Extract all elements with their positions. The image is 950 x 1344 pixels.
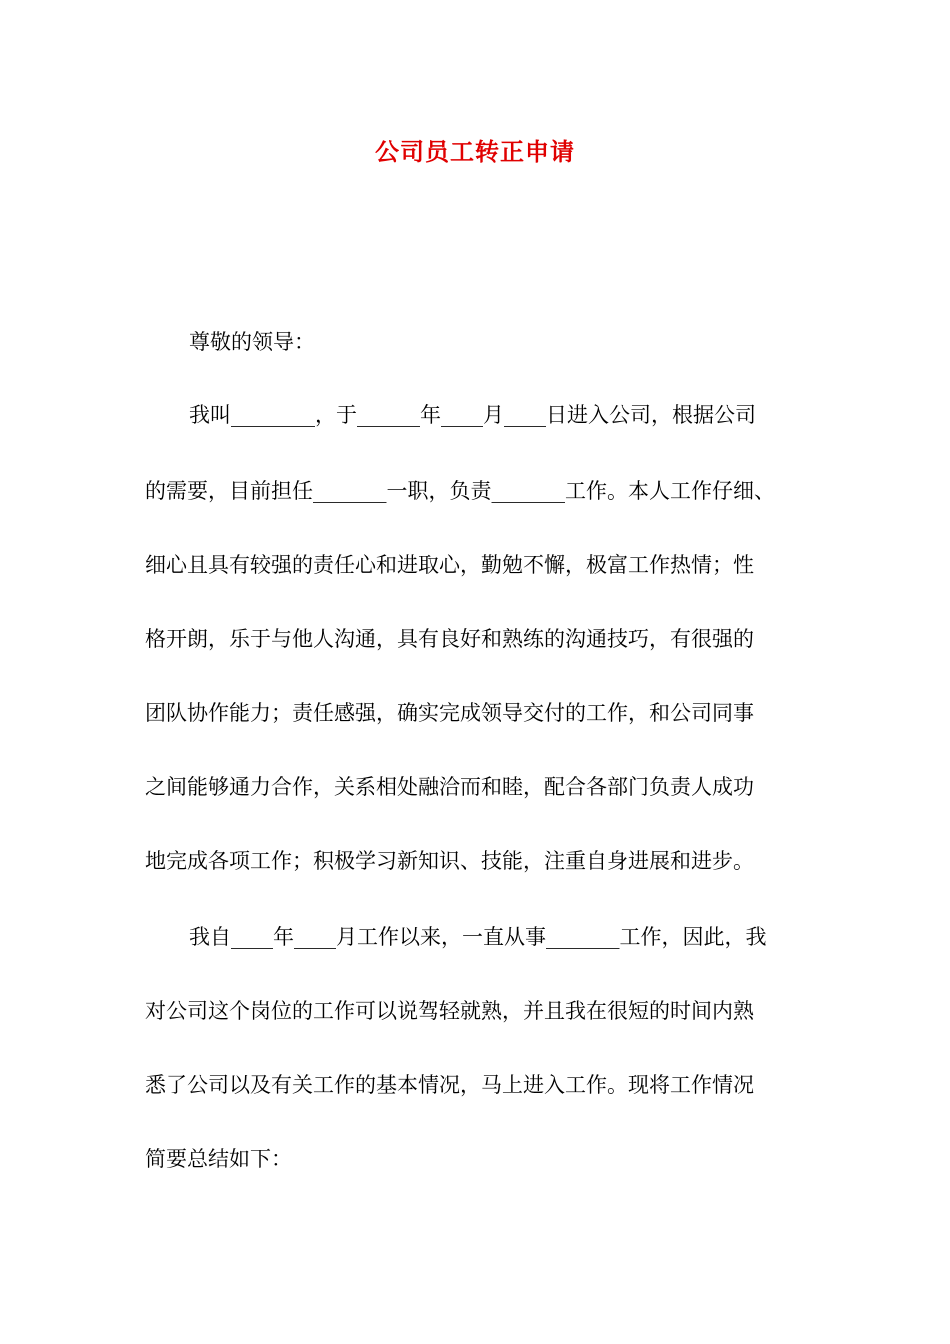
body-line: 的需要，目前担任_______一职，负责_______工作。本人工作仔细、: [145, 479, 775, 503]
body-line: 我叫________，于______年____月____日进入公司，根据公司: [189, 403, 756, 427]
body-line: 格开朗，乐于与他人沟通，具有良好和熟练的沟通技巧，有很强的: [145, 627, 754, 651]
body-line: 悉了公司以及有关工作的基本情况，马上进入工作。现将工作情况: [145, 1073, 754, 1097]
body-line: 之间能够通力合作，关系相处融洽而和睦，配合各部门负责人成功: [145, 775, 754, 799]
body-line: 我自____年____月工作以来，一直从事_______工作，因此，我: [189, 925, 767, 949]
body-line: 对公司这个岗位的工作可以说驾轻就熟，并且我在很短的时间内熟: [145, 999, 754, 1023]
body-line: 细心且具有较强的责任心和进取心，勤勉不懈，极富工作热情；性: [145, 553, 754, 577]
salutation: 尊敬的领导：: [189, 330, 315, 354]
body-line: 简要总结如下：: [145, 1147, 292, 1171]
document-title: 公司员工转正申请: [375, 138, 575, 166]
body-line: 团队协作能力；责任感强，确实完成领导交付的工作，和公司同事: [145, 701, 754, 725]
body-line: 地完成各项工作；积极学习新知识、技能，注重自身进展和进步。: [145, 849, 754, 873]
